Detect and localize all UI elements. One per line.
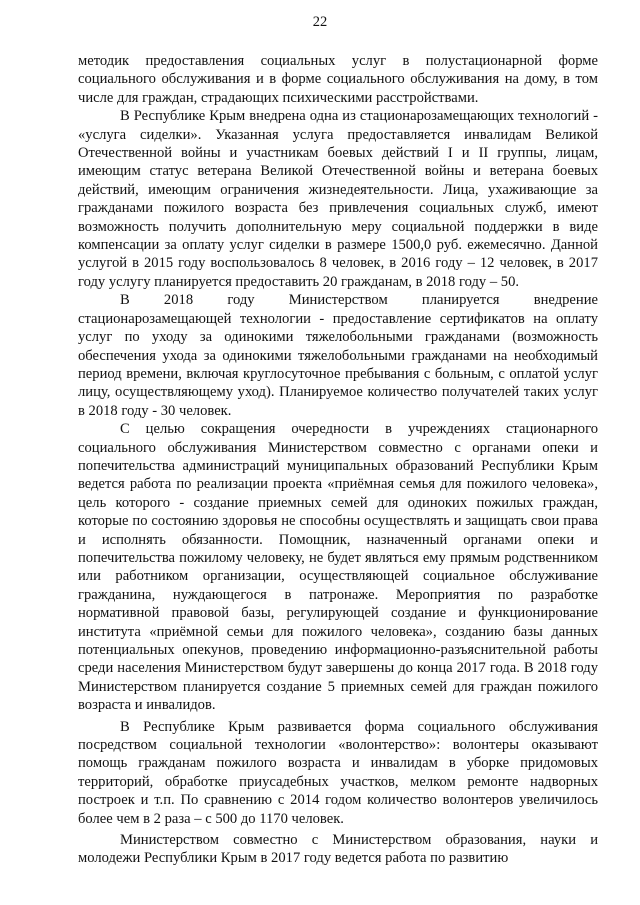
paragraph-volunteering: В Республике Крым развивается форма социального обслуживания посредством социальной технологии «волонтерство»: волонтеры оказывают помощь гражданам пожилого возраста и инвалидам в уборке придомовых территорий, обработке приусадебных участков, мелком ремонте надворных построек и т.п. По сравнению с 2014 годом количество волонтеров увеличилось более чем в 2 раза – с 500 до 1170 человек. [78, 718, 598, 827]
paragraph-ministry-cooperation: Министерством совместно с Министерством образования, науки и молодежи Республики Крым в 2017 году ведется работа по развитию [78, 832, 598, 867]
paragraph-foster-family: С целью сокращения очередности в учреждениях стационарного социального обслуживания Министерством совместно с органами опеки и попечительства администраций муниципальных образований Республики Крым ведется работа по реализации проекта «приёмная семья для пожилого человека», цель которого - создание приемных семей для одиноких пожилых граждан, которые по состоянию здоровья не способны осуществлять и защищать свои права и исполнять обязанности. Помощник, назначенный органами опеки и попечительства пожилому человеку, не будет являться ему прямым родственником или работником организации, осуществляющей социальное обслуживание гражданина, нуждающегося в патронаже. Мероприятия по разработке нормативной правовой базы, регулирующей создание и функционирование института «приёмной семьи для пожилого человека», созданию базы данных потенциальных опекунов, проведению информационно-разъяснительной работы среди населения Министерством будут завершены до конца 2017 года. В 2018 году Министерством планируется создание 5 приемных семей для граждан пожилого возраста и инвалидов. [78, 421, 598, 714]
paragraph-nurse-service: В Республике Крым внедрена одна из стационарозамещающих технологий - «услуга сиделки». Указанная услуга предоставляется инвалидам Великой Отечественной войны и участникам боевых действий I и II группы, лицам, имеющим статус ветерана Великой Отечественной войны и ветерана боевых действий, имеющим ограничения жизнедеятельности. Лица, ухаживающие за гражданами пожилого возраста без привлечения социальных служб, имеют возможность получить дополнительную меру социальной поддержки в виде компенсации за оплату услуг сиделки в размере 1500,0 руб. ежемесячно. Данной услугой в 2015 году воспользовалось 8 человек, в 2016 году – 12 человек, в 2017 году услугу планируется предоставить 20 гражданам, в 2018 году – 50. [78, 108, 598, 290]
document-body [78, 52, 598, 868]
page-number: 22 [312, 14, 328, 30]
paragraph-continuation: методик предоставления социальных услуг в полустационарной форме социального обслуживания и в форме социального обслуживания на дому, в том числе для граждан, страдающих психическими расстройствами. [78, 53, 598, 106]
paragraph-care-certificates: В 2018 году Министерством планируется внедрение стационарозамещающей технологии - предоставление сертификатов на оплату услуг по уходу за одинокими тяжелобольными гражданами (возможность обеспечения ухода за одинокими тяжелобольными гражданами на необходимый период времени, включая круглосуточное пребывания с больным, с оплатой услуг лицу, осуществляющему уход). Планируемое количество получателей таких услуг в 2018 году - 30 человек. [78, 292, 598, 419]
